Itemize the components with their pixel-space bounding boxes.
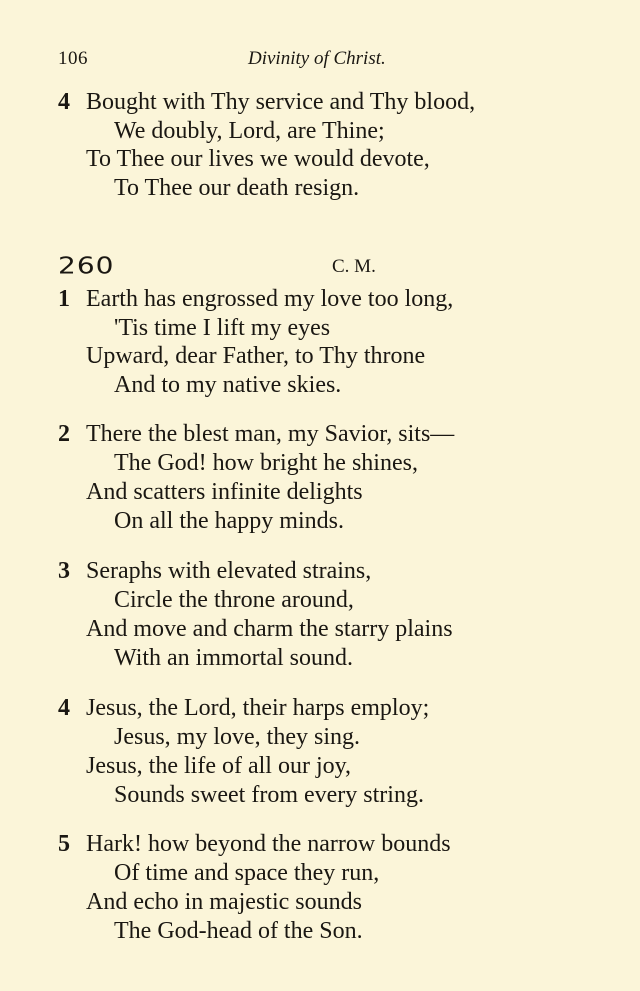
- hymn-number: 260: [58, 252, 115, 280]
- verse-line: And echo in majestic sounds: [86, 889, 362, 915]
- running-title: Divinity of Christ.: [248, 48, 386, 69]
- verse-line: There the blest man, my Savior, sits—: [86, 421, 455, 447]
- verse-line: We doubly, Lord, are Thine;: [114, 118, 385, 144]
- verse-line: And scatters infinite delights: [86, 479, 363, 505]
- verse-line: Jesus, the Lord, their harps employ;: [86, 695, 430, 721]
- verse-line: And to my native skies.: [114, 372, 342, 398]
- verse-line: To Thee our death resign.: [114, 175, 360, 201]
- stanza-number: 3: [58, 558, 70, 584]
- verse-line: The God-head of the Son.: [114, 918, 363, 944]
- verse-line: Hark! how beyond the narrow bounds: [86, 831, 451, 857]
- verse-line: The God! how bright he shines,: [114, 450, 418, 476]
- verse-line: With an immortal sound.: [114, 645, 354, 671]
- verse-line: Jesus, my love, they sing.: [114, 724, 360, 750]
- verse-line: On all the happy minds.: [114, 508, 344, 534]
- stanza-number: 2: [58, 421, 70, 447]
- hymn-meter: C. M.: [332, 256, 376, 277]
- verse-line: Sounds sweet from every string.: [114, 782, 424, 808]
- stanza-number: 5: [58, 831, 70, 857]
- verse-line: To Thee our lives we would devote,: [86, 146, 430, 172]
- verse-line: Upward, dear Father, to Thy throne: [86, 343, 426, 369]
- stanza-number: 4: [58, 695, 70, 721]
- page-header: [58, 48, 598, 76]
- page-number: 106: [58, 48, 88, 69]
- verse-line: Circle the throne around,: [114, 587, 354, 613]
- verse-line: Of time and space they run,: [114, 860, 380, 886]
- verse-line: Earth has engrossed my love too long,: [86, 286, 454, 312]
- verse-line: Bought with Thy service and Thy blood,: [86, 89, 476, 115]
- verse-line: 'Tis time I lift my eyes: [114, 315, 331, 341]
- stanza-number: 1: [58, 286, 70, 312]
- stanza-number: 4: [58, 89, 70, 115]
- verse-line: And move and charm the starry plains: [86, 616, 453, 642]
- verse-line: Seraphs with elevated strains,: [86, 558, 372, 584]
- verse-line: Jesus, the life of all our joy,: [86, 753, 352, 779]
